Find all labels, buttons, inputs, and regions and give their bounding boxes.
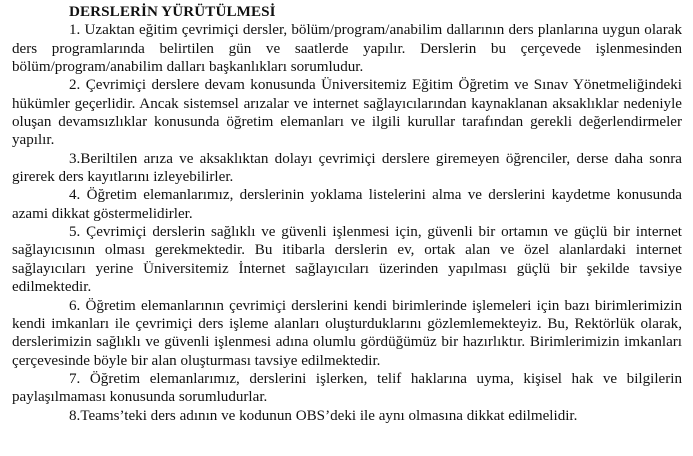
paragraph-4: 4. Öğretim elemanlarımız, derslerinin yoklama listelerini alma ve derslerini kaydetme konusunda azami dikkat göstermelidirler.: [12, 187, 682, 222]
paragraph-1: 1. Uzaktan eğitim çevrimiçi dersler, bölüm/program/anabilim dallarının ders planlarına uygun olarak ders programlarında belirtilen gün ve saatlerde yapılır. Derslerin bu çerçevede işlenmesinden bölüm/program/anabilim dalları başkanlıkları sorumludur.: [12, 22, 682, 76]
paragraph-7: 7. Öğretim elemanlarımız, derslerini işlerken, telif haklarına uyma, kişisel hak ve bilgilerin paylaşılmaması konusunda sorumludurlar.: [12, 370, 682, 406]
paragraph-3: 3.Beriltilen arıza ve aksaklıktan dolayı çevrimiçi derslere giremeyen öğrenciler, derse daha sonra girerek ders kayıtlarını izleyebilirler.: [12, 150, 682, 186]
paragraph-2: 2. Çevrimiçi derslere devam konusunda Üniversitemiz Eğitim Öğretim ve Sınav Yönetmeliğindeki hükümler geçerlidir. Ancak sistemsel arızalar ve internet sağlayıcılarından kaynaklanan aksaklıklar nedeniyle oluşan devamsızlıklar konusunda öğretim elemanları ve ilgili kurullar tarafından gerekli değerlendirmeler yapılır.: [12, 77, 682, 149]
paragraph-6: 6. Öğretim elemanlarının çevrimiçi derslerini kendi birimlerinde işlemeleri için bazı birimlerimizin kendi imkanları ile çevrimiçi ders işleme alanları oluşturduklarını gözlemlemekteyiz. Bu, Rektörlük olarak, derslerimizin sağlıklı ve güvenli işlenmesi adına olumlu gördüğümüz bir hazırlıktır. Birimlerimizin imkanları çerçevesinde böyle bir alan oluşturması tavsiye edilmektedir.: [12, 297, 682, 369]
section-heading: DERSLERİN YÜRÜTÜLMESİ: [69, 4, 276, 20]
document-body: [12, 0, 682, 425]
paragraph-5: 5. Çevrimiçi derslerin sağlıklı ve güvenli işlenmesi için, güvenli bir ortamın ve güçlü bir internet sağlayıcısının olması gerekmektedir. Bu itibarla derslerin ev, ortak alan ve özel alanlardaki internet sağlayıcıları yerine Üniversitemiz İnternet sağlayıcıları üzerinden yapılması güçlü bir şekilde tavsiye edilmektedir.: [12, 224, 682, 296]
paragraph-8: 8.Teams’teki ders adının ve kodunun OBS’deki ile aynı olmasına dikkat edilmelidir.: [69, 407, 578, 424]
